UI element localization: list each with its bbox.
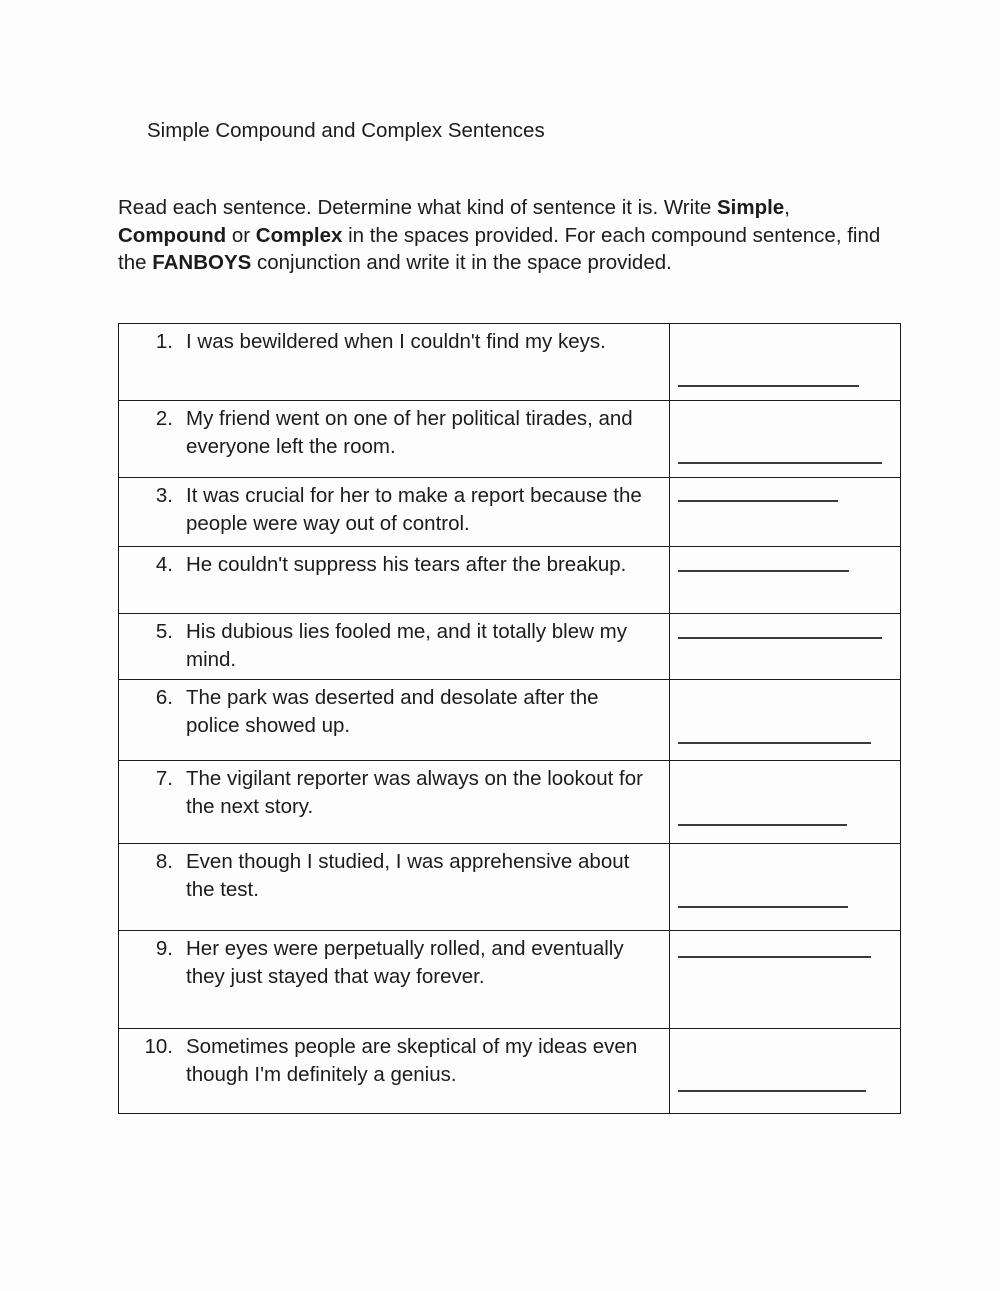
instruction-text: conjunction and write it in the space provided.: [251, 251, 672, 274]
answer-cell: [670, 931, 900, 1028]
instruction-text: Read each sentence. Determine what kind of sentence it is. Write: [118, 196, 717, 219]
sentence-number: 8.: [155, 850, 173, 873]
instruction-text: in the spaces provided. For each compound sentence, find: [342, 223, 881, 247]
instruction-text-bold: FANBOYS: [152, 251, 252, 274]
sentence-line: Her eyes were perpetually rolled, and eventually: [186, 937, 624, 960]
answer-blank[interactable]: [678, 1090, 866, 1092]
answer-cell: [670, 844, 900, 930]
sentence-line: Even though I studied, I was apprehensive about: [186, 850, 630, 873]
table-row-2: [119, 400, 900, 477]
sentence-line: The vigilant reporter was always on the lookout for: [186, 767, 643, 790]
table-row-3: [119, 477, 900, 546]
sentence-line: the test.: [186, 878, 259, 901]
sentence-cell: [119, 478, 670, 546]
sentence-line: police showed up.: [186, 714, 351, 737]
table-row-5: [119, 613, 900, 679]
answer-cell: [670, 324, 900, 400]
sentence-cell: [119, 761, 670, 843]
instruction-text: ,: [784, 196, 790, 219]
answer-cell: [670, 547, 900, 613]
sentence-number: 5.: [155, 620, 173, 643]
sentence-line: It was crucial for her to make a report because the: [186, 484, 642, 507]
answer-blank[interactable]: [678, 824, 847, 826]
sentence-line: they just stayed that way forever.: [186, 965, 485, 988]
sentence-line: Sometimes people are skeptical of my ideas even: [186, 1035, 638, 1058]
instruction-text: the: [118, 251, 153, 274]
answer-blank[interactable]: [678, 385, 859, 387]
sentence-line: He couldn't suppress his tears after the breakup.: [186, 553, 627, 576]
answer-cell: [670, 680, 900, 760]
table-row-1: [119, 324, 900, 400]
sentence-line: the next story.: [186, 795, 314, 818]
answer-blank[interactable]: [678, 956, 871, 958]
answer-blank[interactable]: [678, 906, 848, 908]
sentence-line: His dubious lies fooled me, and it totally blew my: [186, 620, 627, 643]
answer-blank[interactable]: [678, 500, 838, 502]
sentence-cell: [119, 844, 670, 930]
sentence-line: people were way out of control.: [186, 512, 470, 535]
instruction-text-bold: Simple: [716, 196, 785, 219]
sentence-cell: [119, 1029, 670, 1113]
sentence-cell: [119, 324, 670, 400]
table-row-10: [119, 1028, 900, 1113]
sentence-number: 9.: [155, 937, 173, 960]
sentence-cell: [119, 401, 670, 477]
answer-blank[interactable]: [678, 742, 871, 744]
table-row-8: [119, 843, 900, 930]
sentence-number: 6.: [155, 686, 173, 709]
instruction-line: [118, 222, 880, 250]
answer-blank[interactable]: [678, 462, 882, 464]
sentence-number: 1.: [155, 330, 173, 353]
sentence-cell: [119, 931, 670, 1028]
sentence-line: mind.: [186, 648, 237, 671]
answer-cell: [670, 761, 900, 843]
sentence-number: 4.: [155, 553, 173, 576]
answer-cell: [670, 1029, 900, 1113]
sentence-cell: [119, 680, 670, 760]
instruction-line: [118, 249, 880, 277]
sentence-number: 2.: [155, 407, 173, 430]
table-row-4: [119, 546, 900, 613]
instruction-line: [118, 194, 880, 222]
sentence-number: 7.: [155, 767, 173, 790]
sentence-number: 3.: [155, 484, 173, 507]
table-row-6: [119, 679, 900, 760]
instruction-text-bold: Complex: [255, 223, 343, 247]
instruction-text-bold: Compound: [118, 223, 227, 247]
page-title: Simple Compound and Complex Sentences: [147, 119, 545, 142]
sentence-line: The park was deserted and desolate after the: [186, 686, 599, 709]
sentence-table: [118, 323, 901, 1114]
instruction-text: or: [226, 223, 256, 247]
sentence-line: My friend went on one of her political tirades, and: [186, 407, 633, 430]
answer-cell: [670, 401, 900, 477]
sentence-number: 10.: [144, 1035, 173, 1058]
answer-blank[interactable]: [678, 637, 882, 639]
instructions: [118, 194, 880, 277]
answer-blank[interactable]: [678, 570, 849, 572]
answer-cell: [670, 614, 900, 679]
sentence-cell: [119, 547, 670, 613]
sentence-line: everyone left the room.: [186, 435, 396, 458]
sentence-line: though I'm definitely a genius.: [186, 1063, 457, 1086]
sentence-line: I was bewildered when I couldn't find my keys.: [186, 330, 606, 353]
answer-cell: [670, 478, 900, 546]
table-row-7: [119, 760, 900, 843]
sentence-cell: [119, 614, 670, 679]
table-row-9: [119, 930, 900, 1028]
